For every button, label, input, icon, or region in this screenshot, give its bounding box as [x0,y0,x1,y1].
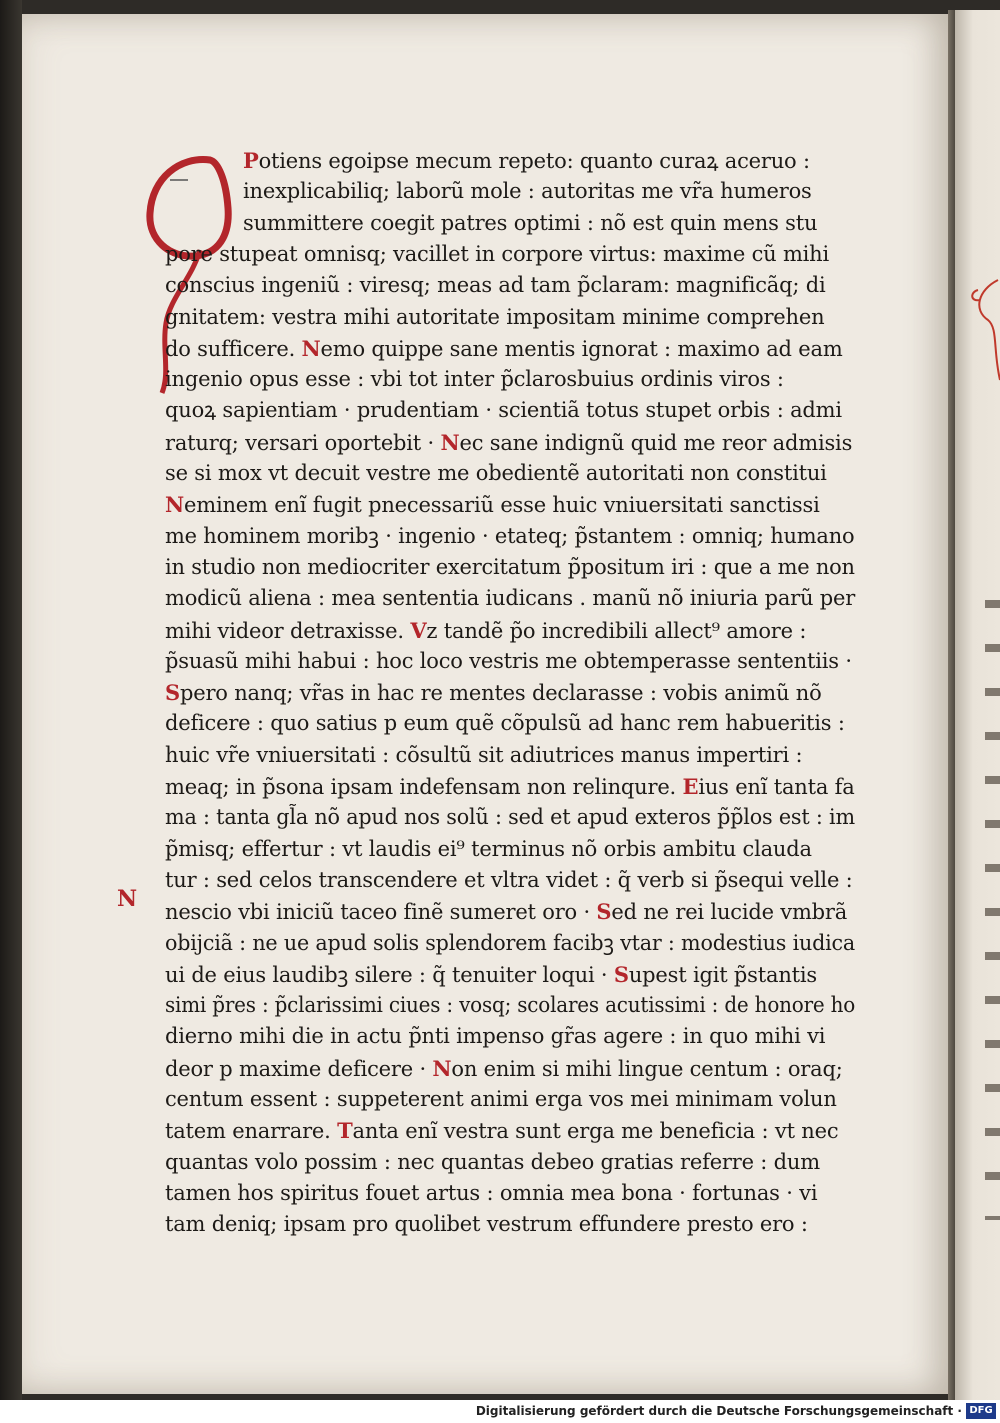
line-text: eminem enĩ fugit pnecessariũ esse huic vniuersitati sanctissi [184,493,820,518]
line-text: do sufficere. [165,336,302,361]
text-line [165,896,847,927]
line-text: simi p̃res : p̃clarissimi ciues : vosq; scolares acutissimi : de honore ho [165,993,856,1018]
text-line [165,1053,843,1084]
text-line [165,834,812,865]
dfg-logo: DFG [966,1403,996,1419]
line-text: ec sane indignũ quid me reor admisis [459,430,853,455]
text-line [165,583,855,614]
text-line [165,928,855,959]
rubricated-letter: N [440,429,460,455]
line-text: meaq; in p̃sona ipsam indefensam non relinqure. [165,775,683,799]
line-text: ma : tanta gl̃a nõ apud nos solũ : sed et apud exteros p̃p̃los est : im [165,805,855,830]
text-line [165,521,854,552]
line-text: pero nanq; vr̃as in hac re mentes declarasse : vobis animũ nõ [179,681,822,706]
line-text: se si mox vt decuit vestre me obedientẽ autoritati non constitui [165,461,827,485]
text-line [165,1021,825,1052]
text-line [165,333,843,364]
line-text: centum essent : suppeterent animi erga vos mei minimam volun [165,1087,837,1111]
line-text: in studio non mediocriter exercitatum p̃positum iri : que a me non [165,554,855,579]
text-line [165,239,829,270]
text-line [165,771,855,802]
line-text: conscius ingeniũ : viresq; meas ad tam p̃claram: magnificãq; di [165,273,826,298]
rubricated-letter: S [165,680,180,706]
text-line [243,145,810,176]
line-text: summittere coegit patres optimi : nõ est quin mens stu [243,210,818,235]
text-line [165,865,853,896]
text-line [165,615,806,646]
footer-bar [0,1400,1000,1423]
text-line [165,740,802,771]
line-text: p̃misq; effertur : vt laudis ei⁹ terminus nõ orbis ambitu clauda [165,836,812,861]
line-text: me hominem moribꝫ · ingenio · etateq; p̃stantem : omniq; humano [165,523,855,548]
funding-notice: Digitalisierung gefördert durch die Deutsche Forschungsgemeinschaft · [475,1404,962,1418]
line-text: upest igit p̃stantis [628,962,817,987]
facing-page-text-edge [985,600,1000,1220]
text-line [165,802,855,833]
rubricated-letter: N [165,492,184,518]
text-line [165,1178,817,1209]
line-text: ius enĩ tanta fa [698,775,855,799]
line-text: huic vr̃e vniuersitati : cõsultũ sit adiutrices manus impertiri : [165,742,803,767]
facing-page-red-initial [968,270,1000,390]
rubricated-letter: E [682,774,699,799]
line-text: quantas volo possim : nec quantas debeo gratias referre : dum [165,1149,820,1174]
text-line [165,1209,808,1240]
line-text: ui de eius laudibꝫ silere : q̃ tenuiter loqui · [165,962,614,987]
line-text: quoꝝ sapientiam · prudentiam · scientiã totus stupet orbis : admi [165,398,842,423]
rubricated-letter: P [243,148,259,173]
rubricated-letter: N [432,1055,452,1081]
rubricated-letter: S [613,961,629,987]
line-text: tamen hos spiritus fouet artus : omnia mea bona · fortunas · vi [165,1180,818,1205]
line-text: z tandẽ p̃o incredibili allect⁹ amore : [426,618,807,643]
line-text: nescio vbi iniciũ taceo finẽ sumeret oro · [165,900,597,925]
line-text: ingenio opus esse : vbi tot inter p̃clarosbuius ordinis viros : [165,367,784,392]
line-text: inexplicabiliq; laborũ mole : autoritas me vr̃a humeros [243,179,812,204]
line-text: anta enĩ vestra sunt erga me beneficia : vt nec [352,1119,839,1144]
text-line [165,302,824,333]
line-text: ed ne rei lucide vmbrã [611,900,848,925]
text-line [165,1147,820,1178]
scan-left-edge [0,0,22,1400]
rubricated-letter: N [301,335,321,361]
line-text: tam deniq; ipsam pro quolibet vestrum effundere presto ero : [165,1212,808,1237]
rubricated-letter: V [410,617,427,643]
text-line [165,959,817,990]
line-text: p̃suasũ mihi habui : hoc loco vestris me obtemperasse sententiis · [165,648,852,673]
rubricated-letter: S [596,899,612,925]
text-line [243,176,812,207]
line-text: tur : sed celos transcendere et vltra videt : q̃ verb si p̃sequi velle : [165,867,853,892]
text-line [243,208,817,239]
text-line [165,552,855,583]
rubricated-letter: T [337,1118,353,1144]
margin-rubric-mark: N [117,886,138,912]
text-line [165,458,827,489]
text-line [165,1115,838,1146]
line-text: deor p maxime deficere · [165,1056,433,1081]
text-line [165,677,822,708]
line-text: dierno mihi die in actu p̃nti impenso gr̃as agere : in quo mihi vi [165,1024,826,1049]
text-line [165,708,845,739]
line-text: deficere : quo satius p eum quẽ cõpulsũ ad hanc rem habueritis : [165,711,845,736]
line-text: otiens egoipse mecum repeto: quanto curaꝝ aceruo : [258,149,810,173]
line-text: tatem enarrare. [165,1119,338,1144]
line-text: mihi videor detraxisse. [165,618,411,643]
line-text: on enim si mihi lingue centum : oraq; [451,1056,843,1081]
text-line [165,646,852,677]
line-text: emo quippe sane mentis ignorat : maximo ad eam [320,336,843,361]
line-text: obijciã : ne ue apud solis splendorem facibꝫ vtar : modestius iudica [165,930,856,955]
text-line [165,990,855,1021]
text-line [165,1084,837,1115]
line-text: raturq; versari oportebit · [165,430,441,455]
text-line [165,427,852,458]
line-text: modicũ aliena : mea sententia iudicans . manũ nõ iniuria parũ per [165,586,856,611]
text-line [165,270,825,301]
text-line [165,364,784,395]
text-line [165,489,820,520]
line-text: pore stupeat omnisq; vacillet in corpore virtus: maxime cũ mihi [165,241,830,266]
text-line [165,395,842,426]
line-text: gnitatem: vestra mihi autoritate impositam minime comprehen [165,304,825,329]
